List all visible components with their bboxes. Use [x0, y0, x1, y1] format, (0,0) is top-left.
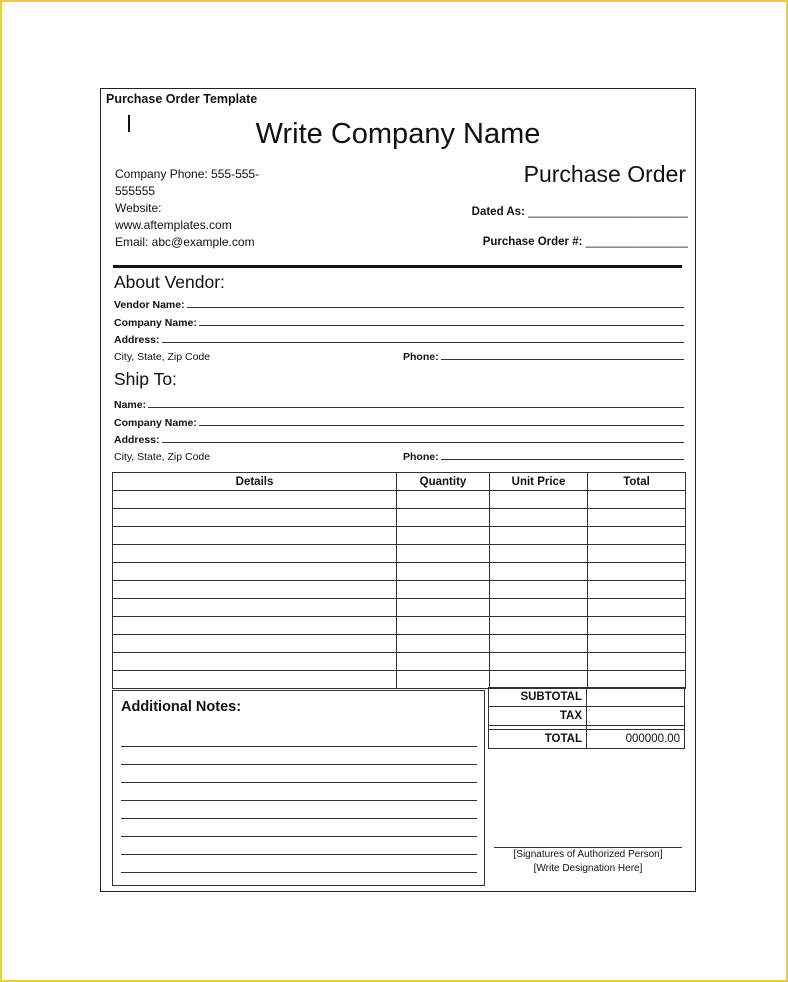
details-cell[interactable] — [113, 653, 397, 671]
ship-city-row[interactable] — [114, 448, 684, 463]
subtotal-row — [489, 688, 685, 707]
items-body — [113, 491, 686, 689]
quantity-cell[interactable] — [397, 527, 490, 545]
total-cell[interactable] — [588, 617, 686, 635]
vendor-name-line[interactable] — [187, 298, 684, 308]
details-cell[interactable] — [113, 509, 397, 527]
total-label: TOTAL — [489, 730, 587, 749]
unit-price-cell[interactable] — [490, 509, 588, 527]
header-details: Details — [113, 473, 397, 491]
header-divider — [113, 265, 682, 268]
website-label: Website: — [115, 201, 162, 215]
ship-name-field[interactable] — [114, 396, 684, 411]
details-cell[interactable] — [113, 527, 397, 545]
total-cell[interactable] — [588, 581, 686, 599]
unit-price-cell[interactable] — [490, 581, 588, 599]
table-row — [113, 599, 686, 617]
ship-city-label: City, State, Zip Code — [114, 451, 211, 463]
table-row — [113, 671, 686, 689]
vendor-heading: About Vendor: — [114, 272, 225, 292]
signature-line[interactable] — [494, 847, 682, 848]
total-cell[interactable] — [588, 491, 686, 509]
vendor-city-label: City, State, Zip Code — [114, 351, 211, 363]
details-cell[interactable] — [113, 491, 397, 509]
unit-price-cell[interactable] — [490, 599, 588, 617]
dated-as-field[interactable] — [472, 206, 688, 218]
total-cell[interactable] — [588, 635, 686, 653]
ship-phone-label: Phone: — [403, 451, 439, 463]
note-line[interactable] — [121, 800, 477, 801]
total-cell[interactable] — [588, 671, 686, 689]
header-total: Total — [588, 473, 686, 491]
ship-name-label: Name: — [114, 399, 147, 411]
company-name[interactable]: Write Company Name — [255, 118, 541, 150]
website-value[interactable]: www.aftemplates.com — [115, 218, 232, 232]
ship-name-line[interactable] — [148, 398, 684, 408]
total-row — [489, 730, 685, 749]
ship-to-heading: Ship To: — [114, 369, 177, 389]
table-row — [113, 545, 686, 563]
dated-as-line: _________________________ — [528, 206, 688, 218]
items-header-row — [113, 473, 686, 491]
table-row — [113, 509, 686, 527]
total-cell[interactable] — [588, 563, 686, 581]
totals-table — [488, 687, 685, 749]
vendor-name-field[interactable] — [114, 296, 684, 311]
total-value[interactable]: 000000.00 — [587, 730, 685, 749]
vendor-phone-line[interactable] — [441, 350, 684, 360]
vendor-phone-label: Phone: — [403, 351, 439, 363]
details-cell[interactable] — [113, 599, 397, 617]
purchase-order-page — [100, 88, 696, 892]
unit-price-cell[interactable] — [490, 563, 588, 581]
quantity-cell[interactable] — [397, 563, 490, 581]
note-line[interactable] — [121, 836, 477, 837]
signature-caption: [Signatures of Authorized Person] — [513, 849, 663, 860]
details-cell[interactable] — [113, 617, 397, 635]
details-cell[interactable] — [113, 581, 397, 599]
unit-price-cell[interactable] — [490, 617, 588, 635]
unit-price-cell[interactable] — [490, 527, 588, 545]
note-line[interactable] — [121, 782, 477, 783]
table-row — [113, 635, 686, 653]
po-number-label: Purchase Order #: — [482, 236, 583, 248]
table-row — [113, 491, 686, 509]
note-line[interactable] — [121, 746, 477, 747]
quantity-cell[interactable] — [397, 635, 490, 653]
vendor-city-row[interactable] — [114, 348, 684, 363]
subtotal-value[interactable] — [587, 688, 685, 707]
ship-company-line[interactable] — [199, 416, 684, 426]
ship-company-label: Company Name: — [114, 417, 197, 429]
quantity-cell[interactable] — [397, 509, 490, 527]
quantity-cell[interactable] — [397, 617, 490, 635]
unit-price-cell[interactable] — [490, 635, 588, 653]
table-row — [113, 581, 686, 599]
po-number-line: ________________ — [585, 236, 688, 248]
purchase-order-title: Purchase Order — [523, 161, 686, 187]
ship-phone-line[interactable] — [441, 450, 684, 460]
note-line[interactable] — [121, 764, 477, 765]
header-unit-price: Unit Price — [490, 473, 588, 491]
quantity-cell[interactable] — [397, 671, 490, 689]
unit-price-cell[interactable] — [490, 545, 588, 563]
details-cell[interactable] — [113, 635, 397, 653]
details-cell[interactable] — [113, 563, 397, 581]
total-cell[interactable] — [588, 545, 686, 563]
table-row — [113, 527, 686, 545]
total-cell[interactable] — [588, 653, 686, 671]
company-phone-continued: 555555 — [115, 184, 156, 198]
designation-caption: [Write Designation Here] — [533, 863, 643, 874]
details-cell[interactable] — [113, 671, 397, 689]
unit-price-cell[interactable] — [490, 653, 588, 671]
table-row — [113, 563, 686, 581]
email-line[interactable]: Email: abc@example.com — [115, 235, 255, 249]
details-cell[interactable] — [113, 545, 397, 563]
note-line[interactable] — [121, 818, 477, 819]
tax-label: TAX — [489, 707, 587, 726]
items-table — [112, 472, 686, 689]
quantity-cell[interactable] — [397, 545, 490, 563]
vendor-company-label: Company Name: — [114, 317, 197, 329]
vendor-name-label: Vendor Name: — [114, 299, 185, 311]
ship-address-label: Address: — [114, 434, 160, 446]
vendor-address-label: Address: — [114, 334, 160, 346]
quantity-cell[interactable] — [397, 599, 490, 617]
table-row — [113, 617, 686, 635]
vendor-address-line[interactable] — [162, 333, 684, 343]
ship-phone-field[interactable] — [403, 448, 684, 463]
header-quantity: Quantity — [397, 473, 490, 491]
tax-row — [489, 707, 685, 726]
vendor-company-field[interactable] — [114, 314, 684, 329]
note-line[interactable] — [121, 854, 477, 855]
total-cell[interactable] — [588, 527, 686, 545]
unit-price-cell[interactable] — [490, 491, 588, 509]
vendor-phone-field[interactable] — [403, 348, 684, 363]
quantity-cell[interactable] — [397, 653, 490, 671]
vendor-address-field[interactable] — [114, 331, 684, 346]
quantity-cell[interactable] — [397, 491, 490, 509]
note-line[interactable] — [121, 872, 477, 873]
additional-notes-title: Additional Notes: — [121, 699, 242, 715]
ship-address-line[interactable] — [162, 433, 684, 443]
total-cell[interactable] — [588, 599, 686, 617]
total-cell[interactable] — [588, 509, 686, 527]
ship-address-field[interactable] — [114, 431, 684, 446]
table-row — [113, 653, 686, 671]
ship-company-field[interactable] — [114, 414, 684, 429]
unit-price-cell[interactable] — [490, 671, 588, 689]
dated-as-label: Dated As: — [471, 206, 525, 218]
template-label: Purchase Order Template — [106, 92, 258, 106]
company-phone-line: Company Phone: 555-555- — [115, 167, 260, 181]
subtotal-label: SUBTOTAL — [489, 688, 587, 707]
vendor-company-line[interactable] — [199, 316, 684, 326]
additional-notes-box[interactable] — [112, 690, 485, 886]
po-number-field[interactable] — [483, 236, 688, 248]
tax-value[interactable] — [587, 707, 685, 726]
quantity-cell[interactable] — [397, 581, 490, 599]
